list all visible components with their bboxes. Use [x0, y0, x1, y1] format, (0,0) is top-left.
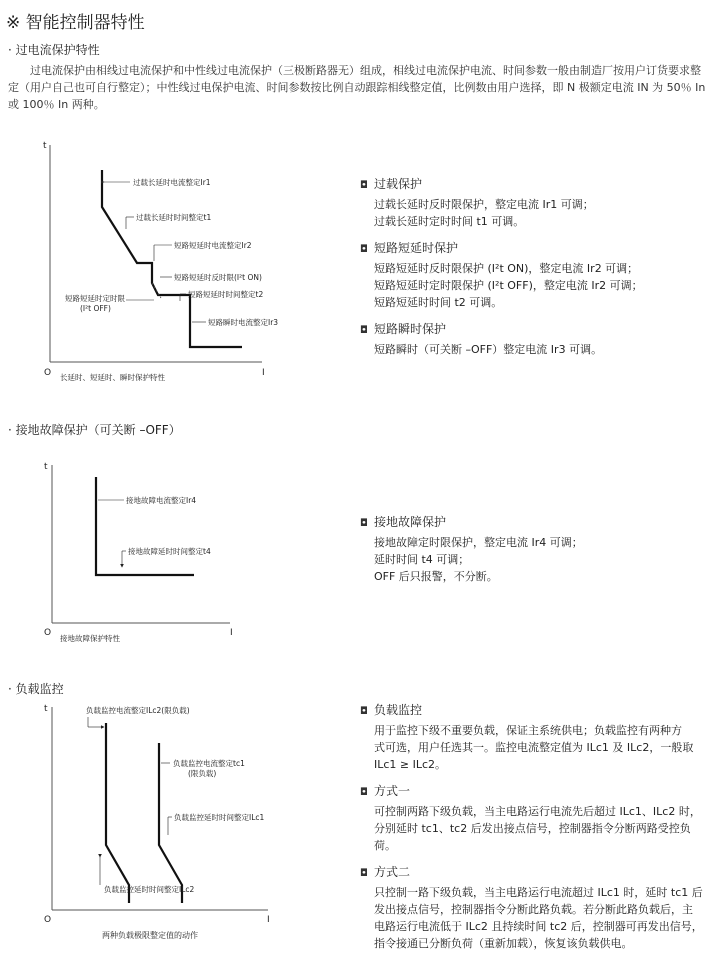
- section-heading-overcurrent: · 过电流保护特性: [8, 43, 100, 57]
- section-heading-ground-fault: · 接地故障保护（可关断 –OFF）: [8, 423, 181, 437]
- chart-caption: 两种负载极限整定值的动作: [102, 931, 198, 940]
- ground-fault-chart: [30, 455, 260, 645]
- label-ir3: 短路瞬时电流整定Ir3: [208, 318, 279, 327]
- desc-line: OFF 后只报警，不分断。: [374, 570, 498, 583]
- desc-line: 短路瞬时（可关断 –OFF）整定电流 Ir3 可调。: [374, 343, 603, 356]
- desc-line: 式可选，用户任选其一。监控电流整定值为 ILc1 及 ILc2，一般取: [374, 741, 694, 754]
- origin-label: O: [44, 915, 52, 925]
- axis-i-label: I: [262, 368, 265, 378]
- axis-i-label: I: [230, 628, 233, 638]
- desc-line: 发出接点信号，控制器指令分断此路负载。若分断此路负载后，主: [374, 903, 693, 916]
- desc-line: 延时时间 t4 可调；: [374, 553, 470, 566]
- desc-line: ILc1 ≥ ILc2。: [374, 758, 447, 771]
- label-ilc2: 负载监控电流整定ILc2(限负载): [86, 706, 190, 715]
- label-ilc1: 负载监控延时时间整定ILc1: [174, 813, 265, 822]
- desc-title: 短路瞬时保护: [374, 322, 447, 336]
- desc-title: 过载保护: [374, 177, 423, 191]
- desc-block-mode-two: [360, 864, 712, 952]
- axis-t-label: t: [44, 704, 48, 714]
- desc-heading: [360, 321, 710, 339]
- chart-caption: 接地故障保护特性: [60, 634, 120, 643]
- desc-block-mode-one: [360, 783, 712, 854]
- desc-line: 可控制两路下级负载，当主电路运行电流先后超过 ILc1、ILc2 时，: [374, 805, 701, 818]
- overcurrent-intro: [8, 62, 708, 113]
- label-ir4: 接地故障电流整定Ir4: [126, 496, 197, 505]
- desc-line: 分别延时 tc1、tc2 后发出接点信号，控制器指令分断两路受控负荷。: [374, 822, 691, 852]
- load-curve-1: [106, 723, 129, 903]
- desc-line: 只控制一路下级负载，当主电路运行电流超过 ILc1 时，延时 tc1 后: [374, 886, 703, 899]
- label-ilc2-delay: 负载监控延时时间整定ILc2: [104, 885, 195, 894]
- bullet-icon: ◘: [360, 244, 368, 255]
- desc-heading: [360, 514, 710, 532]
- page-title: ※ 智能控制器特性: [6, 13, 145, 33]
- desc-block-ground-fault: [360, 514, 710, 585]
- bullet-icon: ◘: [360, 868, 368, 879]
- desc-line: 短路短延时定时限保护 (I²t OFF)，整定电流 Ir2 可调；: [374, 279, 643, 292]
- label-ir2: 短路短延时电流整定Ir2: [174, 241, 252, 250]
- bullet-icon: ◘: [360, 325, 368, 336]
- label-tc1-a: 负载监控电流整定tc1: [173, 759, 245, 768]
- desc-title: 方式一: [374, 784, 411, 798]
- axis-t-label: t: [44, 462, 48, 472]
- load-monitor-descriptions: [360, 702, 712, 962]
- section-heading-load-monitor: · 负载监控: [8, 682, 64, 696]
- desc-line: 指令接通已分断负荷（重新加载），恢复该负载供电。: [374, 937, 633, 950]
- load-monitor-chart: [30, 695, 290, 950]
- desc-heading: [360, 864, 712, 882]
- desc-heading: [360, 176, 710, 194]
- desc-heading: [360, 240, 710, 258]
- bullet-icon: ◘: [360, 180, 368, 191]
- axis-t-label: t: [43, 141, 47, 151]
- desc-line: 用于监控下级不重要负载，保证主系统供电；负载监控有两种方: [374, 724, 682, 737]
- desc-line: 接地故障定时限保护，整定电流 Ir4 可调；: [374, 536, 583, 549]
- chart-caption: 长延时、短延时、瞬时保护特性: [60, 373, 165, 382]
- label-i2t-on: 短路短延时反时限(I²t ON): [174, 273, 262, 282]
- desc-block-load-monitor: [360, 702, 712, 773]
- overcurrent-descriptions: [360, 176, 710, 368]
- label-i2t-off-a: 短路短延时定时限: [65, 294, 125, 303]
- desc-heading: [360, 702, 712, 720]
- origin-label: O: [44, 628, 52, 638]
- desc-heading: [360, 783, 712, 801]
- bullet-icon: ◘: [360, 518, 368, 529]
- desc-title: 负载监控: [374, 703, 423, 717]
- desc-title: 方式二: [374, 865, 411, 879]
- desc-title: 接地故障保护: [374, 515, 447, 529]
- desc-block-short-delay: [360, 240, 710, 311]
- desc-line: 过载长延时定时时间 t1 可调。: [374, 215, 525, 228]
- origin-label: O: [44, 368, 52, 378]
- bullet-icon: ◘: [360, 706, 368, 717]
- desc-block-instant: [360, 321, 710, 358]
- ground-fault-descriptions: [360, 514, 710, 595]
- trip-curve: [96, 477, 197, 575]
- label-i2t-off-b: (I²t OFF): [80, 304, 111, 313]
- label-t4: 接地故障延时时间整定t4: [128, 547, 211, 556]
- axis-i-label: I: [267, 915, 270, 925]
- label-tc1-b: (限负载): [188, 769, 217, 778]
- desc-line: 电路运行电流低于 ILc2 且持续时间 tc2 后，控制器可再发出信号，: [374, 920, 703, 933]
- desc-line: 短路短延时反时限保护 (I²t ON)，整定电流 Ir2 可调；: [374, 262, 639, 275]
- desc-line: 过载长延时反时限保护，整定电流 Ir1 可调；: [374, 198, 594, 211]
- desc-block-overload: [360, 176, 710, 230]
- desc-title: 短路短延时保护: [374, 241, 459, 255]
- bullet-icon: ◘: [360, 787, 368, 798]
- overcurrent-chart: [30, 135, 330, 390]
- intro-paragraph: 过电流保护由相线过电流保护和中性线过电流保护（三极断路器无）组成，相线过电流保护电流、时间参数一般由制造厂按用户订货要求整定（用户自己也可自行整定）；中性线过电保护电流、时间参数按比例自动跟踪相线整定值，比例数由用户选择，即 N 极额定电流 IN 为 50％ In 或 100％ In 两种。: [8, 64, 706, 111]
- label-t1: 过载长延时时间整定t1: [136, 213, 212, 222]
- label-ir1: 过载长延时电流整定Ir1: [133, 178, 211, 187]
- desc-line: 短路短延时时间 t2 可调。: [374, 296, 503, 309]
- label-t2: 短路短延时时间整定t2: [188, 290, 264, 299]
